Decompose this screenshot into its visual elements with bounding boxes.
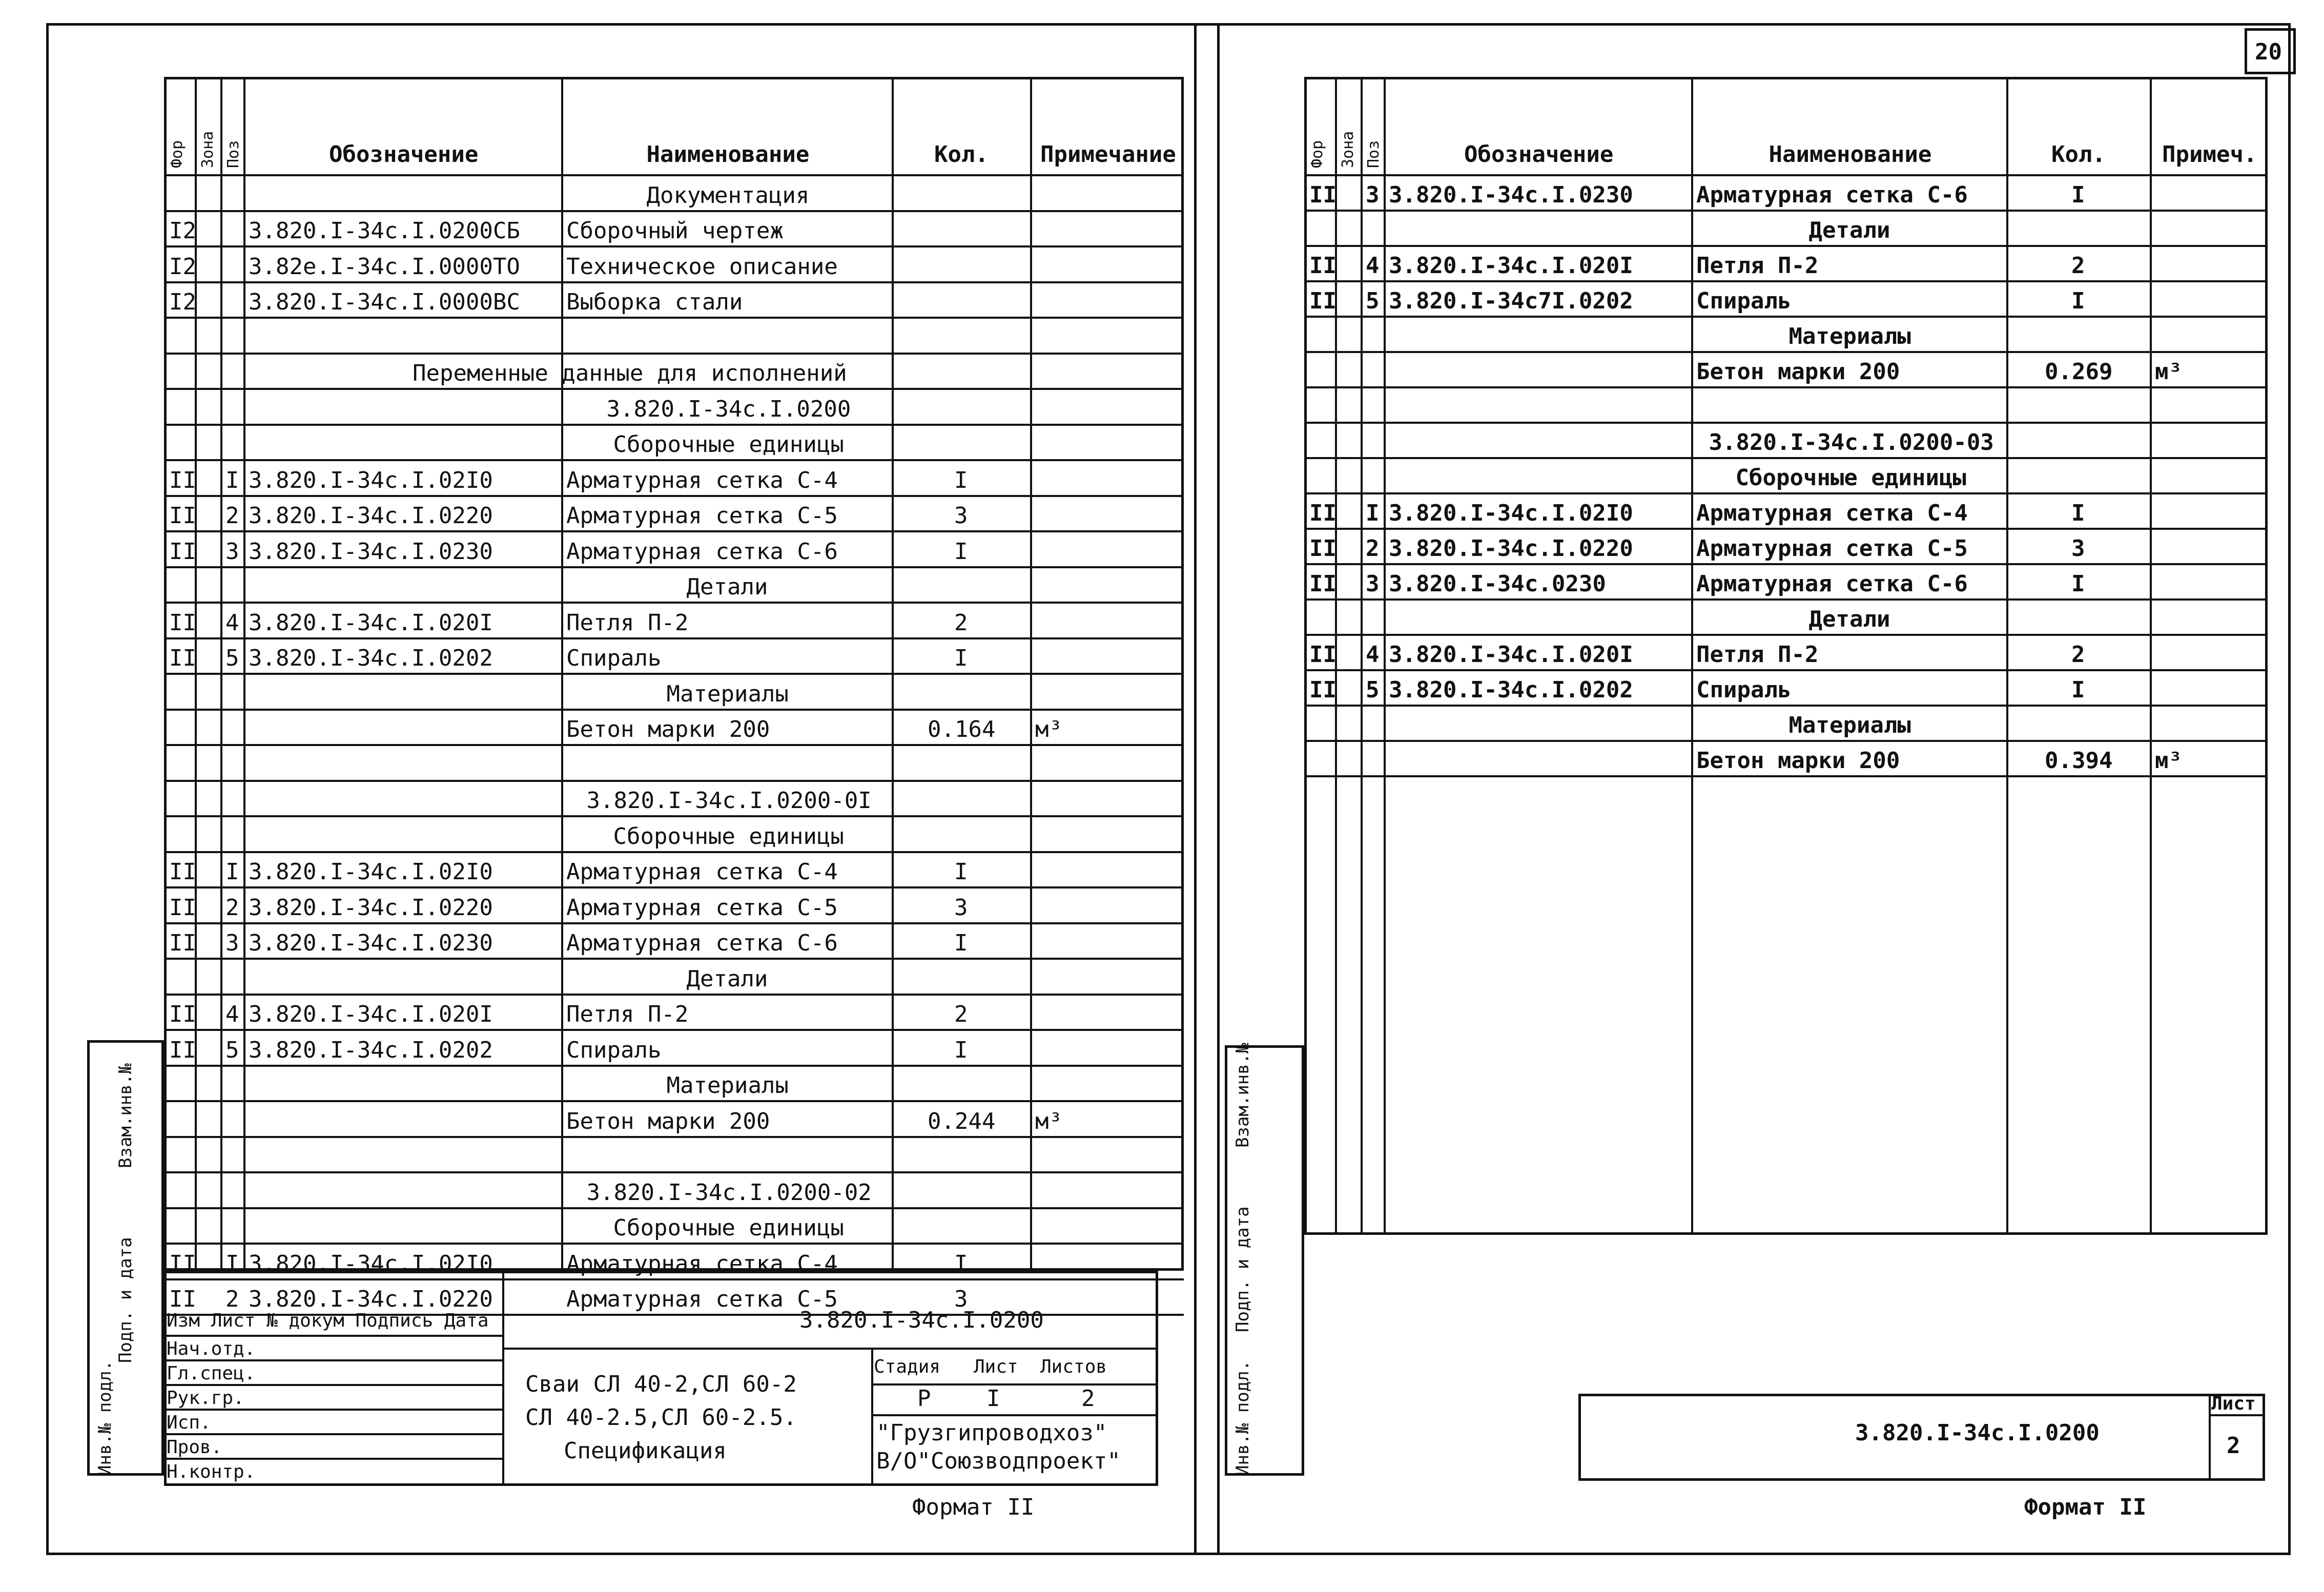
left-row-line (164, 353, 1184, 355)
left-cell-n: 3.820.I-34c.I.0200-0I (586, 788, 872, 814)
left-side-label-replace: Взам.инв.№ (115, 1063, 136, 1168)
right-row-line (1304, 245, 2268, 247)
left-cell-f: II (169, 645, 196, 671)
left-row-line (164, 245, 1184, 247)
right-header-line (1304, 174, 2268, 176)
right-cell-f: II (1309, 642, 1336, 668)
right-row-line (1304, 528, 2268, 530)
left-row-line (164, 1100, 1184, 1102)
left-cell-d: 3.820.I-34c.I.0200СБ (249, 218, 520, 244)
left-cell-f: I2 (169, 253, 196, 280)
right-cell-d: 3.820.I-34c.I.02I0 (1389, 500, 1633, 526)
left-cell-q: 3 (954, 1286, 968, 1312)
right-cell-n: Сборочные единицы (1735, 465, 1966, 491)
left-cell-n: Техническое описание (566, 253, 838, 280)
left-stamp-org2: В/О"Союзводпроект" (876, 1448, 1121, 1474)
right-header-col7: Примеч. (2162, 141, 2257, 168)
left-stamp-sign-line (164, 1409, 502, 1411)
left-cell-q: I (954, 859, 968, 885)
left-stamp-sign-header: Изм Лист № докум Подпись Дата (167, 1310, 489, 1331)
left-cell-d: 3.820.I-34c.I.02I0 (249, 467, 493, 493)
left-header-col3: Поз (224, 140, 242, 168)
right-header-col1: Фор (1308, 140, 1326, 168)
left-stamp-stage-label: Стадия (874, 1356, 941, 1377)
left-stamp-sign-line (164, 1359, 502, 1361)
left-side-label-sign: Подп. и дата (115, 1237, 136, 1363)
right-cell-f: II (1309, 535, 1336, 562)
right-cell-q: I (2071, 571, 2085, 597)
left-cell-p: I (225, 859, 239, 885)
left-row-line (164, 1243, 1184, 1245)
left-row-line (164, 637, 1184, 639)
right-row-line (1304, 563, 2268, 565)
right-cell-n: Петля П-2 (1696, 642, 1819, 668)
left-cell-n: Сборочные единицы (613, 1215, 844, 1241)
right-cell-d: 3.820.I-34c.I.0202 (1389, 677, 1633, 703)
left-cell-f: II (169, 859, 196, 885)
right-cell-n: Бетон марки 200 (1696, 748, 1900, 774)
left-cell-d: 3.820.I-34c.I.0202 (249, 645, 493, 671)
right-cell-q: 2 (2071, 253, 2085, 279)
right-header-col6: Кол. (2051, 141, 2106, 168)
right-col-line (1691, 77, 1693, 1235)
right-row-line (1304, 280, 2268, 282)
left-cell-q: I (954, 645, 968, 671)
left-cell-d: 3.820.I-34c.I.020I (249, 1001, 493, 1027)
right-cell-p: 3 (1366, 182, 1380, 208)
right-cell-n: Материалы (1788, 323, 1911, 349)
right-row-line (1304, 457, 2268, 459)
left-cell-p: 2 (225, 503, 239, 529)
left-cell-p: 4 (225, 1001, 239, 1027)
right-cell-d: 3.820.I-34c.0230 (1389, 571, 1606, 597)
right-col-line (2150, 77, 2152, 1235)
left-cell-r: м³ (1035, 716, 1062, 742)
right-cell-n: Арматурная сетка С-5 (1696, 535, 1968, 562)
right-cell-f: II (1309, 253, 1336, 279)
left-stamp-sign-row: Исп. (167, 1412, 211, 1433)
left-row-line (164, 744, 1184, 746)
left-cell-f: II (169, 609, 196, 636)
right-cell-n: Арматурная сетка С-4 (1696, 500, 1968, 526)
right-cell-q: I (2071, 288, 2085, 314)
left-row-line (164, 815, 1184, 817)
left-row-line (164, 994, 1184, 996)
left-row-line (164, 530, 1184, 532)
left-cell-p: 2 (225, 894, 239, 921)
left-cell-q: I (954, 538, 968, 565)
left-cell-d: 3.820.I-34c.I.0202 (249, 1037, 493, 1063)
right-col-line (2006, 77, 2008, 1235)
right-cell-q: I (2071, 500, 2085, 526)
left-cell-n: Спираль (566, 645, 662, 671)
right-row-line (1304, 634, 2268, 636)
left-header-col5: Наименование (646, 141, 810, 168)
right-row-line (1304, 775, 2268, 777)
right-row-line (1304, 422, 2268, 424)
right-col-line (1361, 77, 1363, 1235)
left-cell-n: Документация (646, 182, 810, 209)
right-row-line (1304, 705, 2268, 707)
left-cell-f: II (169, 1001, 196, 1027)
left-header-col4: Обозначение (329, 141, 479, 168)
left-cell-p: 5 (225, 645, 239, 671)
left-cell-n: Спираль (566, 1037, 662, 1063)
left-stamp-stage-line2 (871, 1414, 1158, 1416)
right-cell-n: Детали (1808, 217, 1890, 243)
right-cell-n: Спираль (1696, 288, 1792, 314)
right-cell-d: 3.820.I-34c.I.020I (1389, 253, 1633, 279)
sheet-number-corner: 20 (2255, 39, 2282, 65)
right-cell-n: 3.820.I-34c.I.0200-03 (1709, 429, 1994, 456)
left-stamp-sheets-label: Листов (1040, 1356, 1107, 1377)
left-cell-n: Сборочные единицы (613, 823, 844, 850)
right-header-col3: Поз (1365, 140, 1383, 168)
left-stamp-stage: Р (917, 1386, 931, 1412)
right-row-line (1304, 386, 2268, 388)
right-header-col4: Обозначение (1464, 141, 1614, 168)
right-stamp-hsep (2209, 1414, 2265, 1416)
left-stamp-title1: Сваи СЛ 40-2,СЛ 60-2 (525, 1371, 797, 1397)
left-cell-d: 3.820.I-34c.I.0220 (249, 1286, 493, 1312)
left-stamp-sign-row: Н.контр. (167, 1461, 256, 1482)
right-cell-q: I (2071, 182, 2085, 208)
left-cell-p: 4 (225, 609, 239, 636)
left-cell-r: м³ (1035, 1108, 1062, 1134)
left-cell-d: 3.820.I-34c.I.02I0 (249, 859, 493, 885)
left-row-line (164, 673, 1184, 675)
left-cell-f: II (169, 467, 196, 493)
left-stamp-org1: "Грузгипроводхоз" (876, 1420, 1107, 1446)
right-cell-n: Бетон марки 200 (1696, 359, 1900, 385)
left-cell-d: 3.820.I-34c.I.020I (249, 609, 493, 636)
left-cell-n: Арматурная сетка С-6 (566, 538, 838, 565)
left-side-label-inv: Инв.№ подл. (95, 1360, 115, 1476)
left-cell-f: II (169, 538, 196, 565)
right-side-label-inv: Инв.№ подл. (1232, 1360, 1253, 1476)
left-cell-f: I2 (169, 218, 196, 244)
left-row-line (164, 1171, 1184, 1173)
left-stamp-sheet-label: Лист (974, 1356, 1018, 1377)
left-cell-n: Арматурная сетка С-6 (566, 930, 838, 956)
right-side-label-replace: Взам.инв.№ (1232, 1043, 1253, 1148)
right-stamp-vsep (2209, 1394, 2211, 1481)
left-cell-n: 3.820.I-34c.I.0200-02 (586, 1179, 872, 1206)
left-cell-q: 0.244 (928, 1108, 996, 1134)
left-cell-n: Арматурная сетка С-5 (566, 503, 838, 529)
right-cell-p: 4 (1366, 642, 1380, 668)
right-cell-n: Спираль (1696, 677, 1792, 703)
right-cell-f: II (1309, 288, 1336, 314)
left-row-line (164, 317, 1184, 319)
left-stamp-sign-line (164, 1335, 502, 1337)
right-cell-q: 3 (2071, 535, 2085, 562)
left-row-line (164, 1207, 1184, 1209)
left-row-line (164, 281, 1184, 283)
left-cell-n: Материалы (666, 680, 789, 707)
left-row-line (164, 958, 1184, 960)
left-stamp-title3: Спецификация (564, 1438, 727, 1464)
left-cell-n: 3.820.I-34c.I.0200 (606, 396, 851, 422)
left-row-line (164, 922, 1184, 924)
right-cell-r: м³ (2155, 359, 2182, 385)
left-stamp-vsep2 (871, 1348, 873, 1486)
left-cell-n: Сборочные единицы (613, 431, 844, 458)
right-cell-p: 3 (1366, 571, 1380, 597)
left-stamp-sign-line (164, 1458, 502, 1460)
left-cell-p: 5 (225, 1037, 239, 1063)
left-cell-d: 3.82е.I-34c.I.0000ТО (249, 253, 520, 280)
left-row-line (164, 886, 1184, 888)
left-row-line (164, 1065, 1184, 1067)
right-row-line (1304, 669, 2268, 671)
left-cell-f: II (169, 503, 196, 529)
left-cell-n: Петля П-2 (566, 609, 689, 636)
right-cell-f: II (1309, 500, 1336, 526)
left-cell-f: II (169, 1250, 196, 1277)
left-cell-n: Арматурная сетка С-4 (566, 859, 838, 885)
left-row-line (164, 1278, 1184, 1280)
right-row-line (1304, 492, 2268, 494)
left-stamp-sign-row: Гл.спец. (167, 1363, 256, 1384)
left-header-col6: Кол. (934, 141, 989, 168)
left-header-col2: Зона (199, 131, 217, 168)
right-stamp-sheet: 2 (2227, 1433, 2240, 1459)
right-cell-n: Арматурная сетка С-6 (1696, 182, 1968, 208)
left-cell-n: Детали (686, 574, 768, 600)
left-cell-q: I (954, 1037, 968, 1063)
left-row-line (164, 424, 1184, 426)
right-cell-p: 2 (1366, 535, 1380, 562)
left-cell-n: Арматурная сетка С-5 (566, 1286, 838, 1312)
left-stamp-sheets: 2 (1081, 1386, 1095, 1412)
left-row-line (164, 1029, 1184, 1031)
left-cell-p: I (225, 467, 239, 493)
left-row-line (164, 851, 1184, 853)
right-cell-n: Арматурная сетка С-6 (1696, 571, 1968, 597)
left-header-col1: Фор (168, 140, 186, 168)
right-cell-p: 4 (1366, 253, 1380, 279)
left-row-line (164, 388, 1184, 390)
left-stamp-sign-line (164, 1384, 502, 1386)
left-cell-q: 2 (954, 1001, 968, 1027)
left-cell-f: I2 (169, 289, 196, 315)
left-cell-q: 2 (954, 609, 968, 636)
right-cell-f: II (1309, 571, 1336, 597)
left-stamp-title2: СЛ 40-2.5,СЛ 60-2.5. (525, 1404, 797, 1431)
right-stamp-code: 3.820.I-34c.I.0200 (1855, 1420, 2100, 1446)
left-cell-p: I (225, 1250, 239, 1277)
right-row-line (1304, 316, 2268, 318)
right-row-line (1304, 598, 2268, 601)
left-stamp-sign-row: Рук.гр. (167, 1388, 244, 1409)
right-cell-r: м³ (2155, 748, 2182, 774)
left-cell-q: I (954, 930, 968, 956)
left-cell-d: 3.820.I-34c.I.0220 (249, 894, 493, 921)
right-cell-d: 3.820.I-34c.I.0230 (1389, 182, 1633, 208)
right-row-line (1304, 351, 2268, 353)
right-header-col2: Зона (1339, 131, 1357, 168)
left-stamp-sheet: I (986, 1386, 1000, 1412)
left-stamp-sign-row: Пров. (167, 1437, 222, 1458)
left-cell-n: Детали (686, 965, 768, 992)
left-row-line (164, 566, 1184, 568)
right-cell-f: II (1309, 182, 1336, 208)
left-row-line (164, 709, 1184, 711)
right-cell-n: Материалы (1788, 712, 1911, 738)
left-cell-f: II (169, 1286, 196, 1312)
left-stamp-sign-row: Нач.отд. (167, 1338, 256, 1359)
left-cell-n: Переменные данные для исполнений (413, 360, 847, 386)
left-row-line (164, 459, 1184, 461)
right-row-line (1304, 210, 2268, 212)
left-cell-d: 3.820.I-34c.I.0220 (249, 503, 493, 529)
right-cell-f: II (1309, 677, 1336, 703)
left-row-line (164, 495, 1184, 497)
left-row-line (164, 602, 1184, 604)
left-cell-n: Арматурная сетка С-4 (566, 467, 838, 493)
left-cell-f: II (169, 1037, 196, 1063)
right-cell-p: I (1366, 500, 1380, 526)
left-header-line (164, 174, 1184, 176)
left-row-line (164, 1136, 1184, 1138)
left-cell-f: II (169, 930, 196, 956)
left-cell-n: Петля П-2 (566, 1001, 689, 1027)
left-cell-f: II (169, 894, 196, 921)
left-row-line (164, 210, 1184, 212)
left-cell-d: 3.820.I-34c.I.0230 (249, 930, 493, 956)
left-cell-p: 2 (225, 1286, 239, 1312)
right-cell-q: 0.394 (2045, 748, 2113, 774)
right-cell-q: 2 (2071, 642, 2085, 668)
left-cell-d: 3.820.I-34c.I.0000ВС (249, 289, 520, 315)
left-cell-n: Материалы (666, 1072, 789, 1099)
right-cell-d: 3.820.I-34c7I.0202 (1389, 288, 1633, 314)
left-stamp-sign-line (164, 1433, 502, 1435)
left-cell-n: Арматурная сетка С-5 (566, 894, 838, 921)
right-stamp-sheet-label: Лист (2211, 1393, 2256, 1414)
right-cell-q: I (2071, 677, 2085, 703)
right-cell-p: 5 (1366, 677, 1380, 703)
left-cell-q: 3 (954, 894, 968, 921)
left-stamp-code: 3.820.I-34c.I.0200 (799, 1307, 1044, 1333)
left-cell-q: I (954, 1250, 968, 1277)
right-row-line (1304, 740, 2268, 742)
left-stamp-vsep (502, 1271, 504, 1486)
left-stamp-stage-line (871, 1383, 1158, 1386)
left-cell-d: 3.820.I-34c.I.02I0 (249, 1250, 493, 1277)
left-cell-d: 3.820.I-34c.I.0230 (249, 538, 493, 565)
right-cell-n: Петля П-2 (1696, 253, 1819, 279)
left-format-label: Формат II (912, 1494, 1035, 1520)
left-header-col7: Примечание (1040, 141, 1176, 168)
right-cell-d: 3.820.I-34c.I.020I (1389, 642, 1633, 668)
left-cell-n: Выборка стали (566, 289, 743, 315)
left-cell-q: 0.164 (928, 716, 996, 742)
right-cell-d: 3.820.I-34c.I.0220 (1389, 535, 1633, 562)
left-row-line (164, 780, 1184, 782)
right-side-label-sign: Подп. и дата (1232, 1206, 1253, 1332)
left-cell-p: 3 (225, 538, 239, 565)
left-cell-n: Бетон марки 200 (566, 716, 770, 742)
right-col-line (1384, 77, 1386, 1235)
left-cell-n: Арматурная сетка С-4 (566, 1250, 838, 1277)
left-cell-q: 3 (954, 503, 968, 529)
right-cell-p: 5 (1366, 288, 1380, 314)
right-format-label: Формат II (2024, 1494, 2147, 1520)
right-cell-q: 0.269 (2045, 359, 2113, 385)
right-header-col5: Наименование (1768, 141, 1932, 168)
left-stamp-divider (502, 1348, 1158, 1350)
left-cell-n: Сборочный чертеж (566, 218, 784, 244)
left-cell-q: I (954, 467, 968, 493)
right-cell-n: Детали (1808, 606, 1890, 632)
left-cell-n: Бетон марки 200 (566, 1108, 770, 1134)
left-cell-p: 3 (225, 930, 239, 956)
